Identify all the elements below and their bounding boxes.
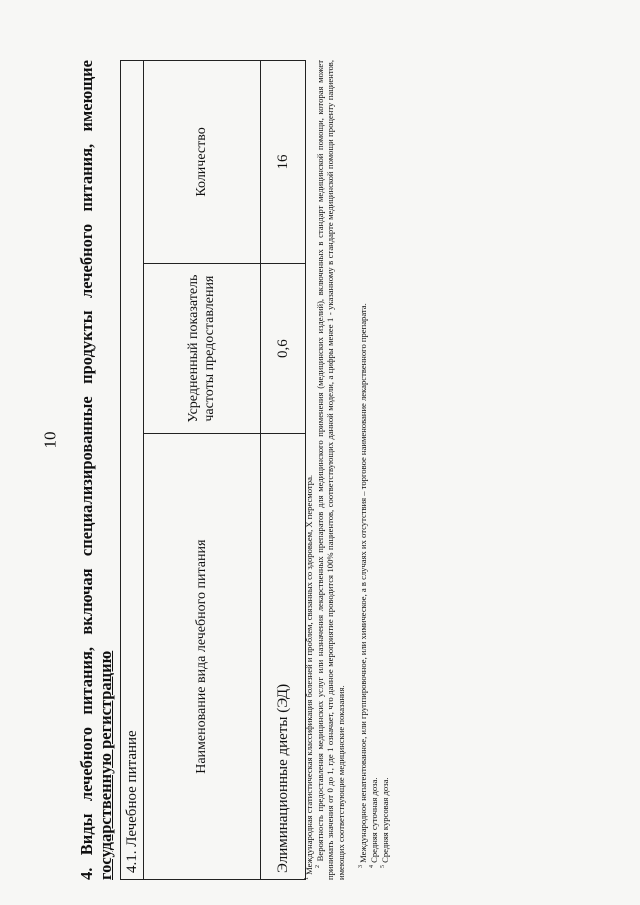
quantity-cell: 16 <box>261 61 306 264</box>
table-section-row <box>121 61 144 880</box>
section-label: 4.1. Лечебное питание <box>121 61 144 880</box>
rotated-page-content <box>78 30 640 880</box>
table-header-row <box>144 61 261 880</box>
footnote-text: Средняя суточная доза. <box>368 777 379 863</box>
footnote-mark: 4 <box>369 865 375 868</box>
column-header-name: Наименование вида лечебного питания <box>144 434 261 880</box>
footnote-mark: 1 <box>304 877 310 880</box>
page-number: 10 <box>40 431 60 449</box>
column-header-quantity: Количество <box>144 61 261 264</box>
frequency-cell: 0,6 <box>261 263 306 433</box>
table-row <box>261 61 306 880</box>
footnote-text: Международная статистическая классификация болезней и проблем, связанных со здоровьем, X пересмотра. <box>303 474 314 875</box>
section-heading-continued: государственную регистрацию <box>96 650 115 880</box>
section-heading: 4. Виды лечебного питания, включая специализированные продукты лечебного питания, имеющие <box>77 60 96 880</box>
footnote-mark: 5 <box>380 865 386 868</box>
nutrition-table <box>120 60 306 880</box>
footnote-2 <box>313 60 347 880</box>
footnote-text: Средняя курсовая доза. <box>379 777 390 863</box>
footnote-mark: 3 <box>358 865 364 868</box>
footnote-5 <box>378 60 390 880</box>
footnote-text: Вероятность предоставления медицинских услуг или назначения лекарственных препаратов для медицинского применения (медицинских изделий), включенных в стандарт медицинской помощи, которая может принимать значения от 0 до 1, где 1 означает, что данное мероприятие проводится 100% пациентов, соответствующих данной модели, а цифры менее 1 - указанному в стандарте медицинской помощи проценту пациентов, имеющих соответствующие медицинские показания. <box>314 59 347 880</box>
footnote-text: Международное непатентованное, или группировочное, или химическое, а в случаях их отсутствия – торговое наименование лекарственного препарата. <box>357 303 368 863</box>
column-header-frequency: Усредненный показатель частоты предоставления <box>144 263 261 433</box>
diet-name-cell: Элиминационные диеты (ЭД) <box>261 434 306 880</box>
footnote-mark: 2 <box>315 865 321 868</box>
